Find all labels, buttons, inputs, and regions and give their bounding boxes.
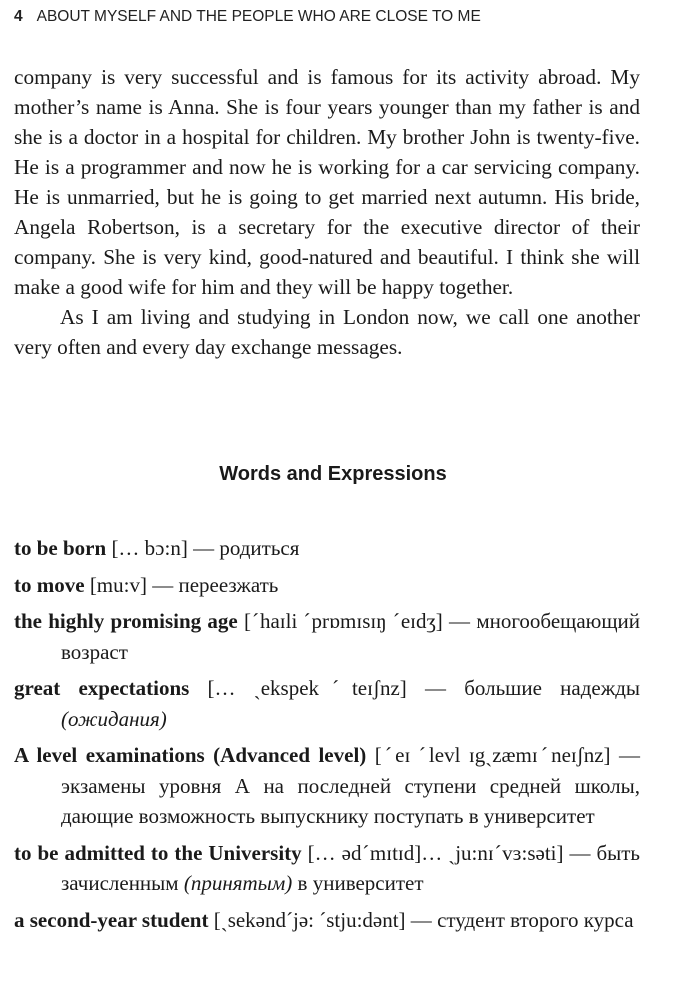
vocab-translation: студент второго курса xyxy=(437,907,634,932)
body-text xyxy=(14,62,640,362)
vocab-term: great expectations xyxy=(14,676,190,700)
vocab-entry xyxy=(14,905,640,936)
vocab-term: to be admitted to the University xyxy=(14,840,302,865)
vocab-translation: переезжать xyxy=(178,572,279,597)
vocab-transcription: [… ˏekspekˊteɪʃnz] — xyxy=(189,676,465,700)
paragraph-2: As I am living and studying in London now, we call one another very often and every day exchange messages. xyxy=(14,305,640,359)
vocab-entry xyxy=(14,606,640,667)
vocab-entry xyxy=(14,533,640,564)
vocab-entry xyxy=(14,740,640,832)
vocab-note: (принятым) xyxy=(183,871,293,895)
vocab-transcription: [ˏsekəndˊjə: ˊstju:dənt] — xyxy=(208,907,438,932)
vocab-translation: экзамены уровня А на последней ступени средней школы, дающие возможность выпускнику поступать в университет xyxy=(61,773,640,828)
vocab-translation: быть зачисленным xyxy=(61,840,640,895)
vocab-translation: многообещающий возраст xyxy=(61,609,640,664)
vocab-transcription: [ˊhaɪli ˊprɒmɪsɪŋ ˊeɪdʒ] — xyxy=(237,609,477,633)
vocab-transcription: [… ədˊmɪtɪd]… ˏju:nɪˊvɜ:səti] — xyxy=(301,840,597,865)
vocab-term: to move xyxy=(14,572,85,597)
vocab-note: (ожидания) xyxy=(61,706,167,731)
vocab-term: A level examinations (Advanced level) xyxy=(14,743,367,767)
paragraph-1: company is very successful and is famous for its activity abroad. My mother’s name is Anna. She is four years younger than my father is and she is a doctor in a hospital for children. My brother John is twenty-five. He is a programmer and now he is working for a car servicing company. He is unmarried, but he is going to get married next autumn. His bride, Angela Robertson, is a secretary for the executive director of their company. She is very kind, good-natured and beautiful. I think she will make a good wife for him and they will be happy together. xyxy=(14,65,640,299)
page-number: 4 xyxy=(14,8,23,25)
vocab-translation: родиться xyxy=(219,536,300,560)
vocab-entry xyxy=(14,673,640,734)
running-header xyxy=(14,8,481,26)
vocab-transcription: [ˊeɪ ˊlevl ɪgˏzæmɪˊneɪʃnz] — xyxy=(366,743,641,767)
vocab-translation: большие надежды xyxy=(464,676,641,700)
vocab-entry xyxy=(14,570,640,601)
running-title: ABOUT MYSELF AND THE PEOPLE WHO ARE CLOSE TO ME xyxy=(36,8,481,25)
vocab-term: to be born xyxy=(14,536,107,560)
vocab-transcription: [… bɔ:n] — xyxy=(106,536,220,560)
vocab-translation-end: в университет xyxy=(292,871,424,895)
vocabulary-list xyxy=(14,533,640,941)
section-title: Words and Expressions xyxy=(219,463,447,485)
vocab-transcription: [mu:v] — xyxy=(84,572,179,597)
vocab-term: the highly promising age xyxy=(14,609,238,633)
vocab-entry xyxy=(14,838,640,899)
vocab-term: a second-year student xyxy=(14,907,209,932)
